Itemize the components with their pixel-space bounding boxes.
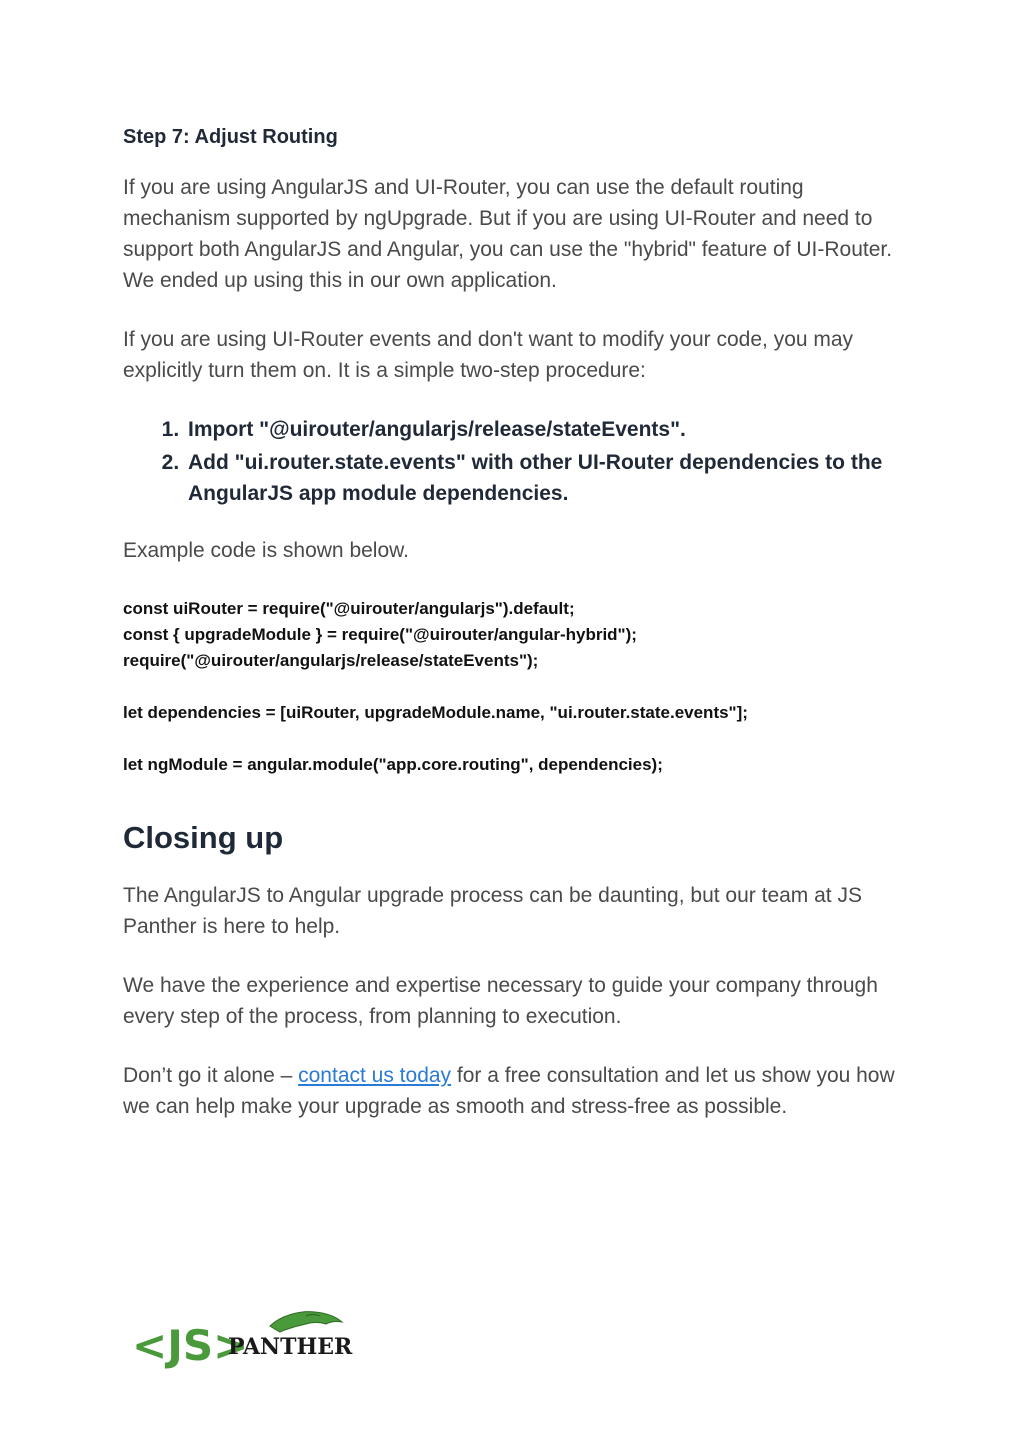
paragraph-closing-1: The AngularJS to Angular upgrade process can be daunting, but our team at JS Panther is here to help. <box>123 884 862 938</box>
code-line: let ngModule = angular.module("app.core.routing", dependencies); <box>123 755 663 774</box>
paragraph-router-events: If you are using UI-Router events and don't want to modify your code, you may explicitly turn them on. It is a simple two-step procedure: <box>123 328 854 382</box>
closing-text-before-link: Don’t go it alone – <box>123 1064 299 1087</box>
paragraph-routing-intro: If you are using AngularJS and UI-Router, you can use the default routing mechanism supported by ngUpgrade. But if you are using UI-Router and need to support both AngularJS and Angular, you can use the "hybrid" feature of UI-Router. We ended up using this in our own application. <box>123 176 893 292</box>
code-line: require("@uirouter/angularjs/release/stateEvents"); <box>123 651 539 670</box>
code-line-blank <box>123 674 913 700</box>
closing-heading: Closing up <box>123 820 284 855</box>
js-panther-logo-graphic <box>130 1306 360 1376</box>
code-line-blank <box>123 726 913 752</box>
code-line: const { upgradeModule } = require("@uirouter/angular-hybrid"); <box>123 625 637 644</box>
code-block <box>123 596 913 778</box>
paragraph-closing-2: We have the experience and expertise necessary to guide your company through every step of the process, from planning to execution. <box>123 974 878 1028</box>
code-line: const uiRouter = require("@uirouter/angularjs").default; <box>123 599 575 618</box>
logo-brand-text: PANTHER <box>228 1334 353 1360</box>
code-line: let dependencies = [uiRouter, upgradeModule.name, "ui.router.state.events"]; <box>123 703 748 722</box>
procedure-step-1: 1. Import "@uirouter/angularjs/release/stateEvents". <box>185 414 913 445</box>
logo-js-text: <JS> <box>132 1321 249 1370</box>
js-panther-logo <box>130 1306 360 1376</box>
paragraph-closing-3 <box>123 1060 913 1122</box>
panther-silhouette-icon <box>270 1312 342 1332</box>
closing-text-after-link: for a free consultation and let us show you how we can help make your upgrade as smooth and stress-free as possible. <box>123 1064 895 1118</box>
document-content <box>123 122 913 1150</box>
contact-us-link[interactable]: contact us today <box>298 1064 452 1087</box>
step-heading: Step 7: Adjust Routing <box>123 126 338 148</box>
procedure-steps-list <box>123 414 913 509</box>
procedure-step-2: 2. Add "ui.router.state.events" with other UI-Router dependencies to the AngularJS app module dependencies. <box>185 447 913 509</box>
paragraph-example-intro: Example code is shown below. <box>123 539 409 562</box>
